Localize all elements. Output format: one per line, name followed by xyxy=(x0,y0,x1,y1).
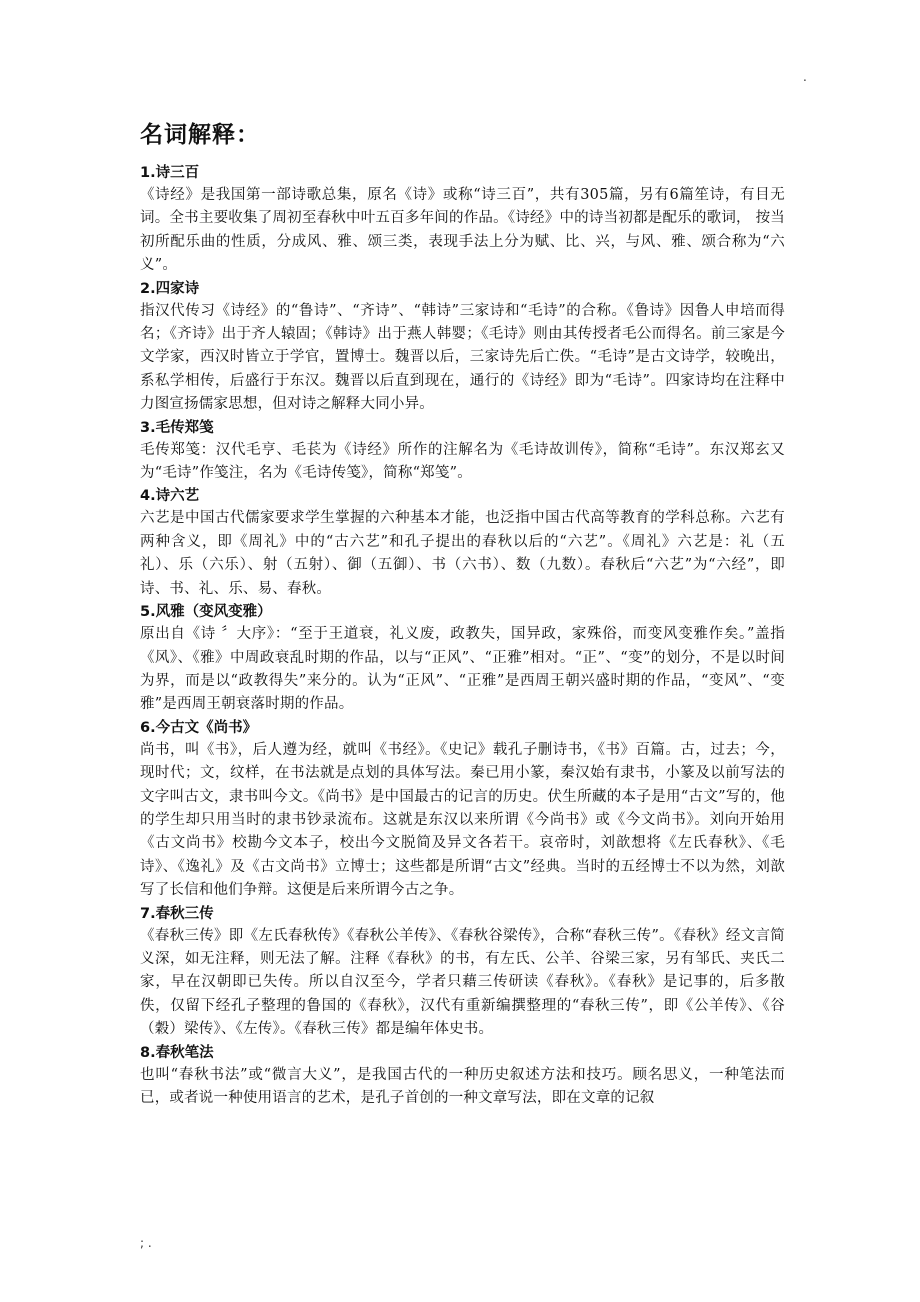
page-corner-mark-top: . xyxy=(803,70,807,84)
section-body: 《诗经》是我国第一部诗歌总集，原名《诗》或称“诗三百”，共有305篇，另有6篇笙诗，有目无词。全书主要收集了周初至春秋中叶五百多年间的作品。《诗经》中的诗当初都是配乐的歌词， 按当初所配乐曲的性质，分成风、雅、颂三类，表现手法上分为赋、比、兴，与风、雅、颂合称为“六义”。 xyxy=(140,187,785,274)
section-body: 《春秋三传》即《左氏春秋传》《春秋公羊传》、《春秋谷梁传》，合称“春秋三传”。《春秋》经文言简义深，如无注释，则无法了解。注释《春秋》的书，有左氏、公羊、谷梁三家，另有邹氏、夹氏二家，早在汉朝即已失传。所以自汉至今，学者只藉三传研读《春秋》。《春秋》是记事的，后多散佚，仅留下经孔子整理的鲁国的《春秋》，汉代有重新编撰整理的“春秋三传”，即《公羊传》、《谷（穀）梁传》、《左传》。《春秋三传》都是编年体史书。 xyxy=(140,927,785,1038)
section-heading: 4.诗六艺 xyxy=(140,488,200,505)
section-8 xyxy=(140,1042,785,1111)
section-5 xyxy=(140,601,785,717)
section-heading: 5.风雅（变风变雅） xyxy=(140,604,272,621)
section-heading: 8.春秋笔法 xyxy=(140,1044,214,1061)
section-4 xyxy=(140,485,785,601)
section-1 xyxy=(140,162,785,278)
section-body: 毛传郑笺：汉代毛亨、毛苌为《诗经》所作的注解名为《毛诗故训传》，简称“毛诗”。东汉郑玄又为“毛诗”作笺注，名为《毛诗传笺》，简称“郑笺”。 xyxy=(140,441,785,482)
section-3 xyxy=(140,417,785,486)
section-body: 六艺是中国古代儒家要求学生掌握的六种基本才能，也泛指中国古代高等教育的学科总称。六艺有两种含义，即《周礼》中的“古六艺”和孔子提出的春秋以后的“六艺”。《周礼》六艺是：礼（五礼）、乐（六乐）、射（五射）、御（五御）、书（六书）、数（九数）。春秋后“六艺”为“六经”，即诗、书、礼、乐、易、春秋。 xyxy=(140,510,785,597)
section-body: 尚书，叫《书》，后人遵为经，就叫《书经》。《史记》载孔子删诗书，《书》百篇。古，过去；今，现时代；文，纹样，在书法就是点划的具体写法。秦已用小篆，秦汉始有隶书，小篆及以前写法的文字叫古文，隶书叫今文。《尚书》是中国最古的记言的历史。伏生所藏的本子是用“古文”写的，他的学生却只用当时的隶书钞录流布。这就是东汉以来所谓《今尚书》或《今文尚书》。刘向开始用《古文尚书》校勘今文本子，校出今文脱简及异文各若干。哀帝时，刘歆想将《左氏春秋》、《毛诗》、《逸礼》及《古文尚书》立博士；这些都是所谓“古文”经典。当时的五经博士不以为然，刘歆写了长信和他们争辩。这便是后来所谓今古之争。 xyxy=(140,741,785,899)
section-body: 原出自《诗 〞大序》：“至于王道衰，礼义废，政教失，国异政，家殊俗，而变风变雅作矣。”盖指《风》、《雅》中周政衰乱时期的作品，以与“正风”、“正雅”相对。“正”、“变”的划分，不是以时间为界，而是以“政教得失”来分的。认为“正风”、“正雅”是西周王朝兴盛时期的作品，“变风”、“变雅”是西周王朝衰落时期的作品。 xyxy=(140,626,785,713)
section-heading: 1.诗三百 xyxy=(140,165,200,181)
section-body: 也叫“春秋书法”或“微言大义”，是我国古代的一种历史叙述方法和技巧。顾名思义，一种笔法而已，或者说一种使用语言的艺术，是孔子首创的一种文章写法，即在文章的记叙 xyxy=(140,1066,785,1106)
page-title: 名词解释： xyxy=(140,122,260,148)
page-corner-mark-bottom: ; . xyxy=(140,1236,152,1250)
section-heading: 6.今古文《尚书》 xyxy=(140,719,258,736)
section-6 xyxy=(140,717,785,903)
section-body: 指汉代传习《诗经》的“鲁诗”、“齐诗”、“韩诗”三家诗和“毛诗”的合称。《鲁诗》因鲁人申培而得名；《齐诗》出于齐人辕固；《韩诗》出于燕人韩婴；《毛诗》则由其传授者毛公而得名。前三家是今文学家，西汉时皆立于学官，置博士。魏晋以后，三家诗先后亡佚。“毛诗”是古文诗学，较晚出，系私学相传，后盛行于东汉。魏晋以后直到现在，通行的《诗经》即为“毛诗”。四家诗均在注释中力图宣扬儒家思想，但对诗之解释大同小异。 xyxy=(140,302,785,413)
section-heading: 3.毛传郑笺 xyxy=(140,419,214,436)
section-heading: 2.四家诗 xyxy=(140,280,200,297)
section-2 xyxy=(140,278,785,417)
section-7 xyxy=(140,903,785,1042)
document-content xyxy=(140,118,785,1110)
section-heading: 7.春秋三传 xyxy=(140,905,214,922)
